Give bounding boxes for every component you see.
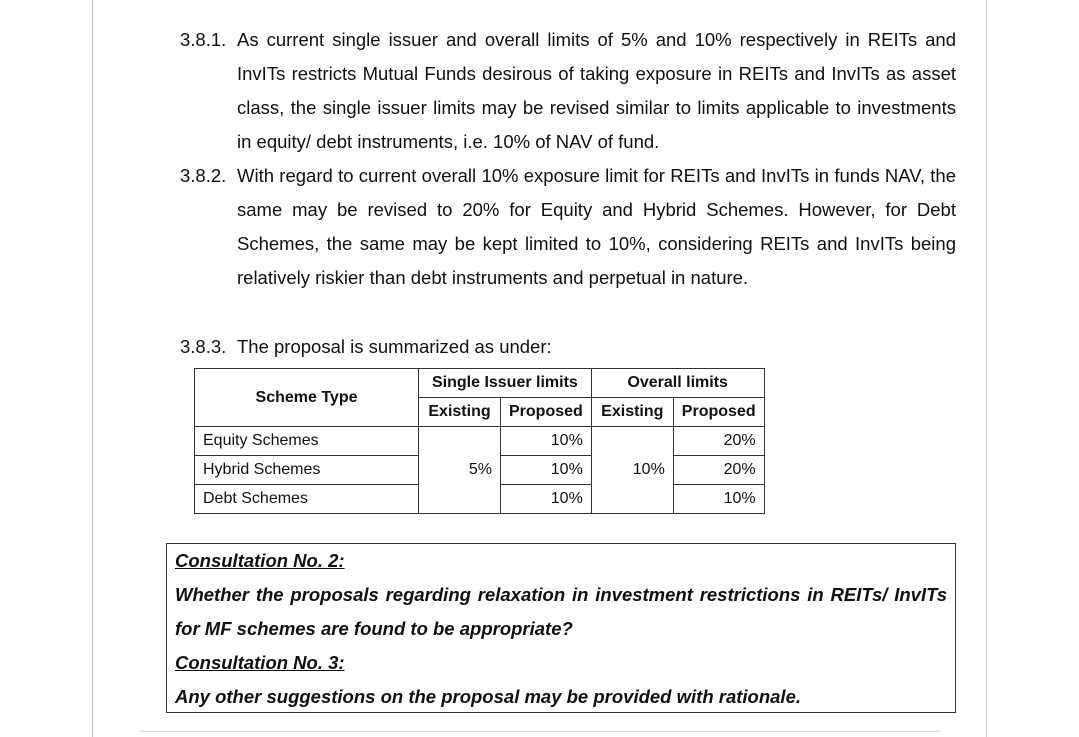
page-right-edge: [986, 0, 987, 737]
scheme-name: Hybrid Schemes: [195, 456, 419, 485]
overall-existing-value: 10%: [591, 427, 673, 514]
paragraph-number: 3.8.3.: [180, 336, 227, 357]
single-proposed-value: 10%: [501, 485, 592, 514]
page-left-edge: [92, 0, 93, 737]
single-existing-value: 5%: [419, 427, 501, 514]
consultation-3-heading: Consultation No. 3:: [175, 652, 345, 673]
table-header-row: [195, 369, 765, 398]
paragraph-3-8-3: [180, 330, 956, 364]
overall-proposed-value: 20%: [673, 427, 764, 456]
paragraph-text: As current single issuer and overall limits of 5% and 10% respectively in REITs and InvITs restricts Mutual Funds desirous of taking exposure in REITs and InvITs as asset class, the single issuer limits may be revised similar to limits applicable to investments in equity/ debt instruments, i.e. 10% of NAV of fund.: [237, 29, 956, 152]
paragraph-text: The proposal is summarized as under:: [237, 336, 552, 357]
header-overall-proposed: Proposed: [673, 398, 764, 427]
page-bottom-rule: [140, 731, 940, 732]
header-scheme-type: Scheme Type: [195, 369, 419, 427]
header-overall-limits: Overall limits: [591, 369, 764, 398]
paragraph-text: With regard to current overall 10% exposure limit for REITs and InvITs in funds NAV, the same may be revised to 20% for Equity and Hybrid Schemes. However, for Debt Schemes, the same may be kept limited to 10%, considering REITs and InvITs being relatively riskier than debt instruments and perpetual in nature.: [237, 165, 956, 288]
header-single-existing: Existing: [419, 398, 501, 427]
header-single-issuer-limits: Single Issuer limits: [419, 369, 592, 398]
consultation-2-question: Whether the proposals regarding relaxation in investment restrictions in REITs/ InvITs for MF schemes are found to be appropriate?: [175, 584, 947, 639]
paragraph-number: 3.8.1.: [180, 29, 227, 50]
scheme-name: Debt Schemes: [195, 485, 419, 514]
paragraph-number: 3.8.2.: [180, 165, 227, 186]
header-single-proposed: Proposed: [501, 398, 592, 427]
consultation-box: [166, 543, 956, 713]
header-overall-existing: Existing: [591, 398, 673, 427]
table-row: [195, 427, 765, 456]
overall-proposed-value: 20%: [673, 456, 764, 485]
limits-summary-table: [194, 368, 765, 514]
single-proposed-value: 10%: [501, 456, 592, 485]
consultation-3-question: Any other suggestions on the proposal may be provided with rationale.: [175, 686, 802, 707]
consultation-2-heading: Consultation No. 2:: [175, 550, 345, 571]
paragraph-3-8-1: [180, 23, 956, 159]
single-proposed-value: 10%: [501, 427, 592, 456]
scheme-name: Equity Schemes: [195, 427, 419, 456]
overall-proposed-value: 10%: [673, 485, 764, 514]
paragraph-3-8-2: [180, 159, 956, 295]
